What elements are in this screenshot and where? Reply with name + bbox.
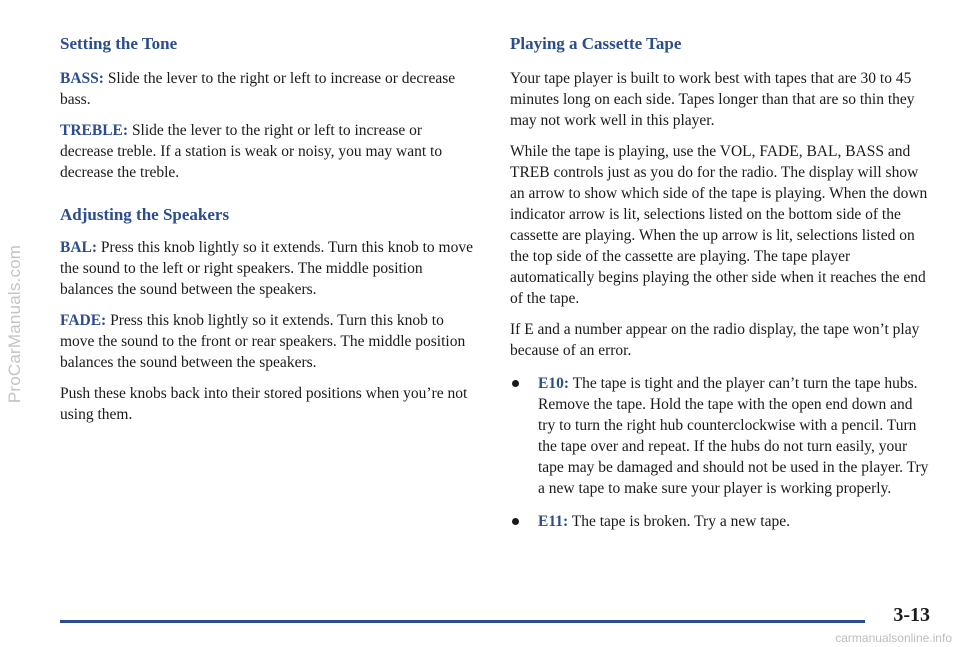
cassette-heading: Playing a Cassette Tape	[510, 34, 682, 53]
fade-text: Press this knob lightly so it extends. Turn this knob to move the sound to the front or rear speakers. The middle position balances the sound between the speakers.	[60, 312, 466, 371]
treble-paragraph	[60, 120, 475, 183]
error-item-e10	[510, 373, 930, 499]
error-text-e10: The tape is tight and the player can’t turn the tape hubs. Remove the tape. Hold the tape with the open end down and try to turn the right hub counterclockwise with a pencil. Turn the tape over and repeat. If the hubs do not turn easily, your tape may be damaged and should not be used in the player. Try a new tape to make sure your player is working properly.	[538, 375, 929, 497]
page-number: 3-13	[893, 604, 930, 626]
bass-term: BASS:	[60, 70, 104, 87]
bottom-watermark: carmanualsonline.info	[835, 631, 952, 645]
tone-heading: Setting the Tone	[60, 34, 178, 53]
speakers-heading: Adjusting the Speakers	[60, 205, 230, 224]
bullet-dot	[512, 518, 519, 525]
right-column	[510, 34, 930, 544]
error-list	[510, 373, 930, 532]
bal-paragraph	[60, 237, 475, 300]
footer-rule	[60, 620, 865, 623]
treble-text: Slide the lever to the right or left to increase or decrease treble. If a station is weak or noisy, you may want to decrease the treble.	[60, 122, 443, 181]
tape-length-paragraph: Your tape player is built to work best with tapes that are 30 to 45 minutes long on each side. Tapes longer than that are so thin they may not work well in this player.	[510, 70, 915, 129]
side-watermark	[2, 0, 28, 647]
push-paragraph: Push these knobs back into their stored positions when you’re not using them.	[60, 385, 468, 423]
fade-term: FADE:	[60, 312, 107, 329]
error-item-e11	[510, 511, 930, 532]
side-watermark-text: ProCarManuals.com	[5, 244, 24, 403]
tape-playing-paragraph: While the tape is playing, use the VOL, FADE, BAL, BASS and TREB controls just as you do for the radio. The display will show an arrow to show which side of the tape is playing. When the down indicator arrow is lit, selections listed on the bottom side of the cassette are playing. When the up arrow is lit, selections listed on the top side of the cassette are playing. The tape player automatically begins playing the other side when it reaches the end of the tape.	[510, 143, 928, 307]
error-code-e11: E11:	[538, 513, 569, 530]
left-column	[60, 34, 475, 435]
error-code-e10: E10:	[538, 375, 569, 392]
bass-paragraph	[60, 68, 475, 110]
bal-text: Press this knob lightly so it extends. Turn this knob to move the sound to the left or right speakers. The middle position balances the sound between the speakers.	[60, 239, 473, 298]
fade-paragraph	[60, 310, 475, 373]
error-text-e11: The tape is broken. Try a new tape.	[568, 513, 790, 530]
bass-text: Slide the lever to the right or left to increase or decrease bass.	[60, 70, 456, 108]
bal-term: BAL:	[60, 239, 98, 256]
treble-term: TREBLE:	[60, 122, 129, 139]
error-intro-paragraph: If E and a number appear on the radio display, the tape won’t play because of an error.	[510, 321, 920, 359]
bullet-dot	[512, 380, 519, 387]
